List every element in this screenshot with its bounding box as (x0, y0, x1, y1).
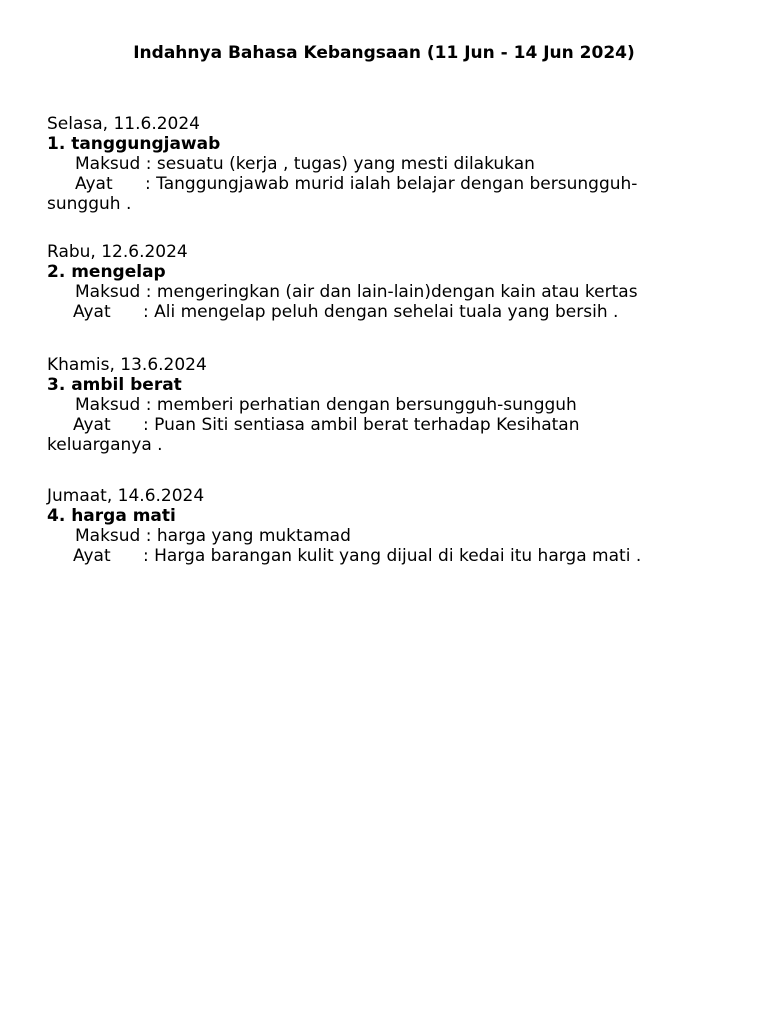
ayat-continuation: sungguh . (47, 194, 132, 214)
ayat-label: Ayat (73, 302, 111, 322)
entry-date: Jumaat, 14.6.2024 (47, 486, 205, 506)
maksud-label: Maksud (75, 154, 141, 174)
maksud-text: sesuatu (kerja , tugas) yang mesti dilakukan (156, 154, 535, 174)
ayat-label: Ayat (75, 174, 113, 194)
entry-word: 3. ambil berat (47, 375, 182, 395)
document-title: Indahnya Bahasa Kebangsaan (11 Jun - 14 Jun 2024) (133, 43, 635, 63)
ayat-line (47, 302, 707, 322)
entry-word: 4. harga mati (47, 506, 176, 526)
maksud-label: Maksud (75, 282, 141, 302)
entry-word: 2. mengelap (47, 262, 166, 282)
separator: : (145, 174, 151, 194)
separator: : (143, 302, 149, 322)
maksud-label: Maksud (75, 526, 141, 546)
ayat-label: Ayat (73, 415, 111, 435)
separator: : (143, 415, 149, 435)
ayat-line (47, 546, 707, 566)
entry-1 (47, 114, 707, 214)
separator: : (145, 154, 152, 174)
separator: : (145, 282, 152, 302)
ayat-text: Tanggungjawab murid ialah belajar dengan bersungguh- (156, 174, 638, 194)
maksud-text: mengeringkan (air dan lain-lain)dengan kain atau kertas (156, 282, 638, 302)
entry-date: Selasa, 11.6.2024 (47, 114, 200, 134)
separator: : (143, 546, 149, 566)
separator: : (145, 526, 152, 546)
maksud-text: memberi perhatian dengan bersungguh-sungguh (156, 395, 577, 415)
entry-word: 1. tanggungjawab (47, 134, 221, 154)
ayat-text: Harga barangan kulit yang dijual di kedai itu harga mati . (154, 546, 642, 566)
maksud-line (47, 526, 707, 546)
ayat-text: Puan Siti sentiasa ambil berat terhadap Kesihatan (154, 415, 580, 435)
entry-3 (47, 355, 707, 455)
separator: : (145, 395, 152, 415)
entry-date: Rabu, 12.6.2024 (47, 242, 188, 262)
entry-date: Khamis, 13.6.2024 (47, 355, 207, 375)
entry-2 (47, 242, 707, 322)
ayat-text: Ali mengelap peluh dengan sehelai tuala yang bersih . (154, 302, 619, 322)
entry-4 (47, 486, 707, 566)
ayat-line (47, 174, 707, 194)
maksud-line (47, 282, 707, 302)
ayat-continuation: keluarganya . (47, 435, 163, 455)
ayat-line (47, 415, 707, 435)
maksud-line (47, 395, 707, 415)
ayat-label: Ayat (73, 546, 111, 566)
maksud-label: Maksud (75, 395, 141, 415)
maksud-text: harga yang muktamad (156, 526, 351, 546)
maksud-line (47, 154, 707, 174)
